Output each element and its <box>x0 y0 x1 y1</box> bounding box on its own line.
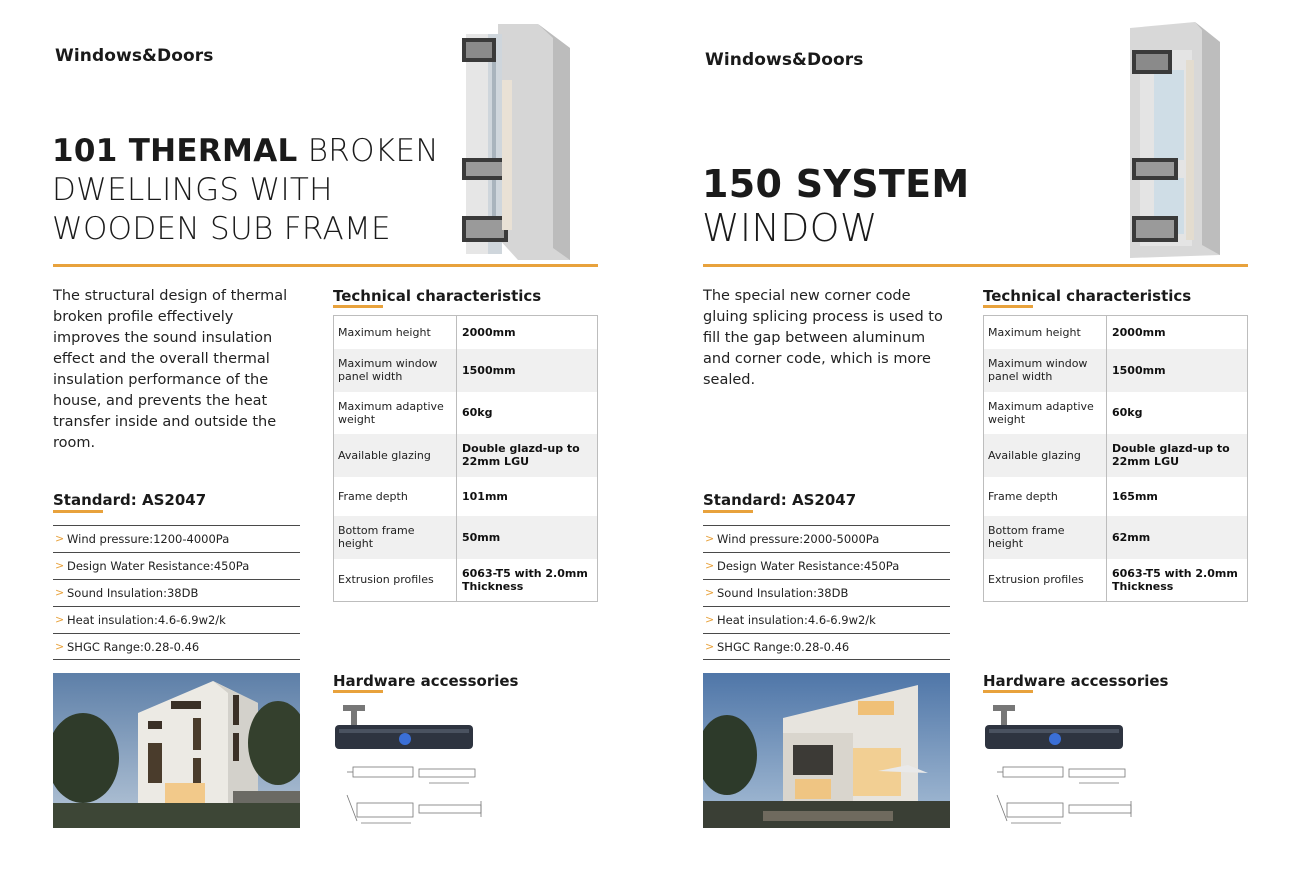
hardware-drawing <box>983 705 1148 830</box>
table-row: Maximum window panel width 1500mm <box>984 349 1248 392</box>
list-item: > Heat insulation:4.6-6.9w2/k <box>53 606 300 633</box>
list-item: > Sound Insulation:38DB <box>703 579 950 606</box>
hardware-drawing <box>333 705 498 830</box>
title-bold: 101 THERMAL <box>52 133 298 169</box>
product-description: The structural design of thermal broken profile effectively improves the sound insulation effect and the overall thermal insulation performance of the house, and prevents the heat transfer inside and outside the room. <box>53 288 288 451</box>
house-photo <box>53 673 300 828</box>
list-item: > SHGC Range:0.28-0.46 <box>53 633 300 660</box>
profile-section-illustration <box>1110 20 1240 265</box>
standard-heading: Standard: AS2047 <box>53 491 207 509</box>
list-item: > Wind pressure:1200-4000Pa <box>53 525 300 552</box>
table-row: Available glazing Double glazd-up to 22mm LGU <box>984 434 1248 477</box>
list-item: > Wind pressure:2000-5000Pa <box>703 525 950 552</box>
tech-heading-underline <box>333 305 383 308</box>
brand-logo: Windows&Doors <box>55 46 214 66</box>
chevron-right-icon: > <box>55 559 65 572</box>
standards-list <box>703 525 950 660</box>
list-item: > SHGC Range:0.28-0.46 <box>703 633 950 660</box>
table-row: Maximum height 2000mm <box>334 316 598 349</box>
tech-heading: Technical characteristics <box>333 287 542 305</box>
table-row: Maximum adaptive weight 60kg <box>984 392 1248 434</box>
title-bold: 150 SYSTEM <box>702 162 970 206</box>
profile-section-illustration <box>458 20 588 265</box>
standards-list <box>53 525 300 660</box>
table-row: Available glazing Double glazd-up to 22mm LGU <box>334 434 598 477</box>
table-row: Maximum adaptive weight 60kg <box>334 392 598 434</box>
tech-heading-underline <box>983 305 1033 308</box>
page-title <box>52 132 472 249</box>
table-row: Maximum height 2000mm <box>984 316 1248 349</box>
title-light: WINDOW <box>702 206 878 250</box>
chevron-right-icon: > <box>705 640 715 653</box>
table-row: Extrusion profiles 6063-T5 with 2.0mm Thickness <box>984 559 1248 602</box>
chevron-right-icon: > <box>705 559 715 572</box>
tech-heading: Technical characteristics <box>983 287 1192 305</box>
chevron-right-icon: > <box>55 640 65 653</box>
chevron-right-icon: > <box>705 532 715 545</box>
chevron-right-icon: > <box>705 586 715 599</box>
chevron-right-icon: > <box>55 613 65 626</box>
list-item: > Sound Insulation:38DB <box>53 579 300 606</box>
standard-heading: Standard: AS2047 <box>703 491 857 509</box>
hardware-heading: Hardware accessories <box>983 672 1169 690</box>
standard-heading-underline <box>53 510 103 513</box>
accent-divider <box>53 264 598 267</box>
chevron-right-icon: > <box>705 613 715 626</box>
chevron-right-icon: > <box>55 532 65 545</box>
spec-table <box>333 315 598 602</box>
hardware-heading: Hardware accessories <box>333 672 519 690</box>
page-right <box>650 0 1300 882</box>
table-row: Maximum window panel width 1500mm <box>334 349 598 392</box>
list-item: > Design Water Resistance:450Pa <box>703 552 950 579</box>
chevron-right-icon: > <box>55 586 65 599</box>
table-row: Bottom frame height 62mm <box>984 516 1248 559</box>
title-light: BROKEN DWELLINGS WITH WOODEN SUB FRAME <box>52 133 439 247</box>
list-item: > Heat insulation:4.6-6.9w2/k <box>703 606 950 633</box>
brand-logo: Windows&Doors <box>705 50 864 70</box>
product-description: The special new corner code gluing splicing process is used to fill the gap between aluminum and corner code, which is more sealed. <box>703 288 943 388</box>
house-photo <box>703 673 950 828</box>
table-row: Extrusion profiles 6063-T5 with 2.0mm Thickness <box>334 559 598 602</box>
spec-table <box>983 315 1248 602</box>
table-row: Frame depth 165mm <box>984 477 1248 516</box>
list-item: > Design Water Resistance:450Pa <box>53 552 300 579</box>
table-row: Frame depth 101mm <box>334 477 598 516</box>
hardware-heading-underline <box>983 690 1033 693</box>
standard-heading-underline <box>703 510 753 513</box>
accent-divider <box>703 264 1248 267</box>
page-title <box>702 162 1082 250</box>
table-row: Bottom frame height 50mm <box>334 516 598 559</box>
hardware-heading-underline <box>333 690 383 693</box>
